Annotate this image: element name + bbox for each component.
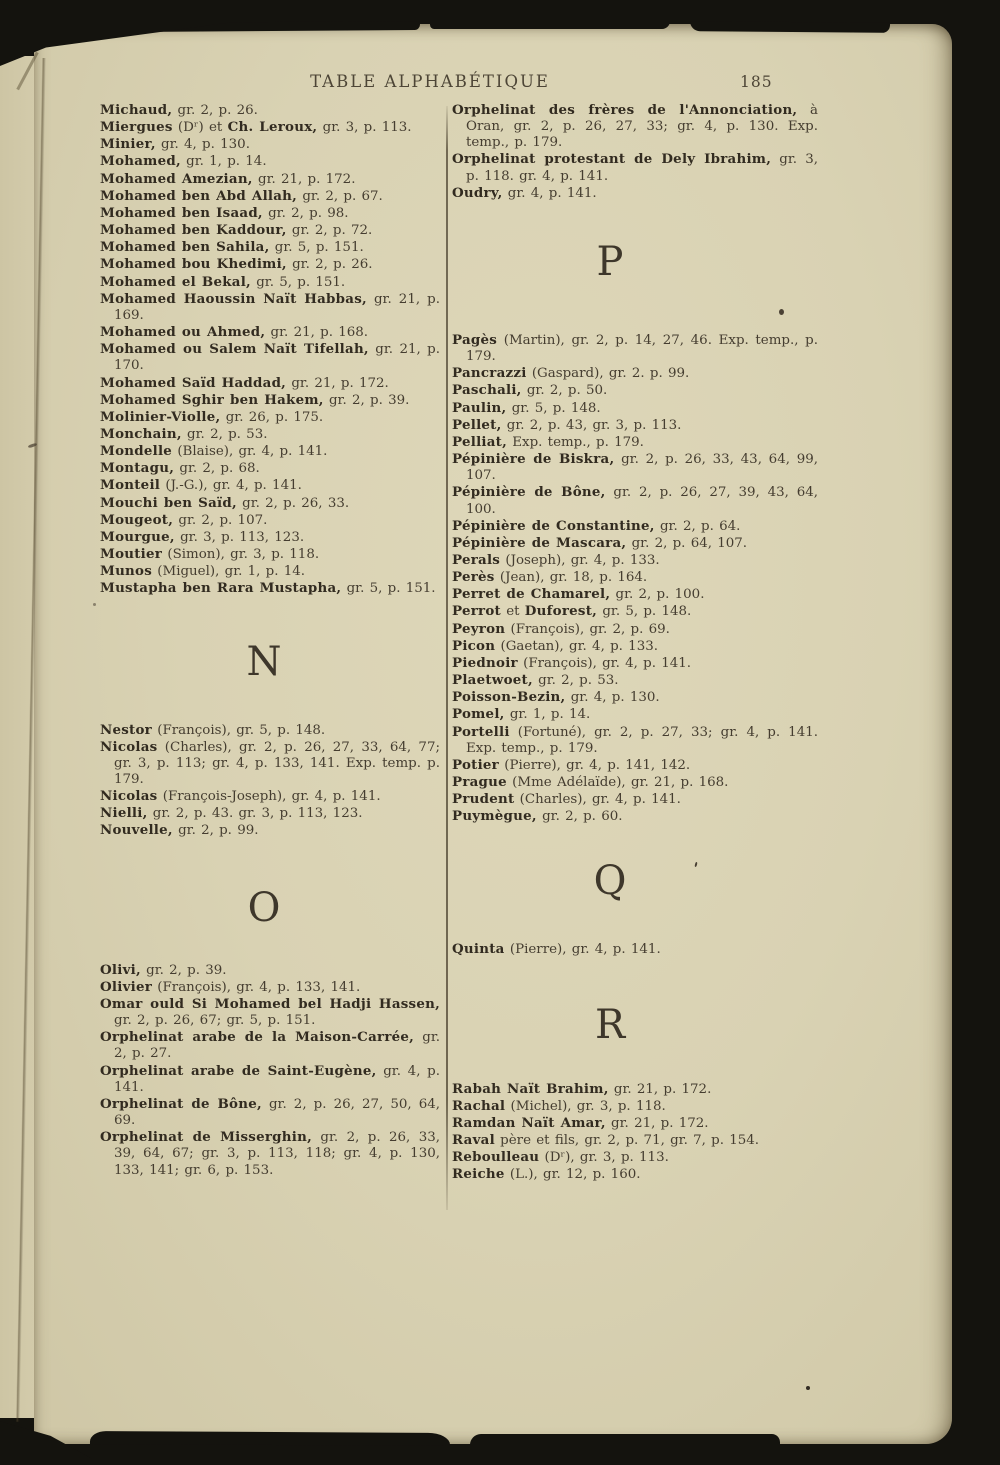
index-entry: [100, 512, 440, 529]
right-column: [452, 102, 818, 1184]
entry-name: Munos: [100, 563, 153, 580]
entry-name: Orphelinat de Misserghin,: [100, 1129, 313, 1146]
entry-reference: gr. 3, p. 113.: [317, 120, 412, 136]
entry-name: Mohamed ben Sahila,: [100, 239, 270, 256]
entry-reference: et: [500, 604, 525, 620]
index-entry: [100, 222, 440, 239]
index-entry: [100, 979, 440, 996]
entry-reference: (Charles), gr. 2, p. 26, 27, 33, 64, 77; gr. 3, p. 113; gr. 4, p. 133, 141. Exp. temp. p. 179.: [114, 739, 440, 787]
index-entry: [100, 563, 440, 580]
index-entry: [100, 443, 440, 460]
entry-name: Rachal: [452, 1097, 506, 1114]
entry-name: Mohamed ben Abd Allah,: [100, 187, 298, 204]
entry-reference: (Dʳ), gr. 3, p. 113.: [539, 1150, 669, 1166]
entry-reference: gr. 2, p. 60.: [536, 809, 623, 825]
index-entry: [100, 274, 440, 291]
entry-name: Plaetwoet,: [452, 672, 533, 689]
entry-name: Miergues: [100, 119, 173, 136]
entry-name: Puymègue,: [452, 808, 537, 825]
entry-reference: gr. 2, p. 26, 33.: [236, 495, 350, 511]
index-entry: [452, 941, 818, 958]
entry-name: Mohamed ou Ahmed,: [100, 324, 266, 341]
entry-reference: gr. 2, p. 98.: [262, 205, 349, 221]
index-entry: [100, 1063, 440, 1096]
entry-reference: (Simon), gr. 3, p. 118.: [162, 547, 320, 563]
index-entry: [452, 586, 818, 603]
entry-reference: gr. 2, p. 27.: [114, 1030, 441, 1062]
entry-name: Mohamed ou Salem Naït Tifellah,: [100, 341, 369, 358]
entry-name: Nielli,: [100, 805, 148, 822]
entry-reference: (François-Joseph), gr. 4, p. 141.: [157, 789, 381, 805]
index-entry: [452, 382, 818, 399]
entry-reference: gr. 3, p. 118. gr. 4, p. 141.: [466, 152, 818, 184]
entry-reference: à Oran, gr. 2, p. 26, 27, 33; gr. 4, p. 130. Exp. temp., p. 179.: [466, 103, 818, 151]
index-entry: [452, 724, 818, 757]
entry-reference: gr. 21, p. 172.: [608, 1081, 712, 1097]
entry-name: Monchain,: [100, 425, 182, 442]
entry-name: Monteil: [100, 477, 161, 494]
entry-name: Reiche: [452, 1166, 505, 1183]
entry-name: Mustapha ben Rara Mustapha,: [100, 580, 342, 597]
section-heading-q: Q: [593, 858, 627, 905]
entry-reference: gr. 21, p. 170.: [114, 342, 440, 374]
entry-reference: gr. 1, p. 14.: [504, 707, 591, 723]
entry-name: Pomel,: [452, 706, 505, 723]
entry-reference: (Gaetan), gr. 4, p. 133.: [495, 638, 658, 654]
entry-reference: (Pierre), gr. 4, p. 141, 142.: [499, 757, 691, 773]
torn-top-edge: [690, 21, 890, 33]
entry-name: Potier: [452, 756, 499, 773]
entry-name: Nouvelle,: [100, 822, 173, 839]
index-entry: [100, 239, 440, 256]
entry-name: Orphelinat arabe de Saint-Eugène,: [100, 1062, 377, 1079]
entry-name: Picon: [452, 637, 496, 654]
entry-reference: gr. 4, p. 130.: [565, 690, 660, 706]
index-entry: [100, 1129, 440, 1178]
entry-name: Perals: [452, 551, 501, 568]
index-entry: [452, 791, 818, 808]
entry-name: Mohamed,: [100, 153, 181, 170]
index-entry: [100, 341, 440, 374]
entry-reference: gr. 2, p. 68.: [174, 461, 260, 477]
index-entry: [452, 484, 818, 517]
page-title: TABLE ALPHABÉTIQUE: [310, 72, 550, 91]
index-entry: [100, 205, 440, 222]
entry-reference: (François), gr. 4, p. 141.: [517, 655, 692, 671]
entry-reference: gr. 5, p. 151.: [250, 274, 346, 290]
index-entry: [100, 962, 440, 979]
entry-reference: (François), gr. 5, p. 148.: [151, 722, 326, 738]
entry-name: Pelliat,: [452, 433, 508, 450]
entry-reference: gr. 5, p. 148.: [597, 604, 692, 620]
entry-name: Prudent: [452, 791, 515, 808]
index-entry: [452, 552, 818, 569]
index-entry: [452, 518, 818, 535]
entry-reference: (Fortuné), gr. 2, p. 27, 33; gr. 4, p. 141. Exp. temp., p. 179.: [466, 724, 818, 756]
index-entry: [452, 603, 818, 620]
index-entry: [452, 1115, 818, 1132]
index-entry: [452, 569, 818, 586]
entry-name: Perès: [452, 569, 495, 586]
entry-name: Perrot: [452, 603, 501, 620]
entry-name: Pépinière de Bône,: [452, 484, 606, 501]
entry-reference: gr. 4, p. 130.: [155, 137, 250, 153]
entry-name: Pagès: [452, 331, 498, 348]
entry-name: Oudry,: [452, 184, 503, 201]
index-entry: [100, 171, 440, 188]
entry-name: Olivi,: [100, 961, 141, 978]
index-entry: [452, 535, 818, 552]
entry-reference: gr. 2, p. 26.: [286, 257, 373, 273]
entry-reference: gr. 2, p. 26, 27, 39, 43, 64, 100.: [466, 485, 818, 517]
entry-name: Paschali,: [452, 382, 522, 399]
index-entry: [100, 119, 440, 136]
entry-name: Portelli: [452, 723, 510, 740]
entry-reference: (Gaspard), gr. 2. p. 99.: [526, 366, 690, 382]
entry-reference: gr. 1, p. 14.: [180, 154, 267, 170]
entry-name: Pépinière de Constantine,: [452, 517, 655, 534]
entry-reference: gr. 26, p. 175.: [220, 409, 324, 425]
entry-name: Molinier-Violle,: [100, 408, 221, 425]
entry-reference: gr. 2, p. 26, 27, 50, 64, 69.: [114, 1096, 441, 1129]
column-divider-rule: [446, 106, 448, 1210]
index-entry: [452, 808, 818, 825]
index-entry: [452, 757, 818, 774]
entry-name: Nestor: [100, 721, 152, 738]
entry-reference: (Martin), gr. 2, p. 14, 27, 46. Exp. temp., p. 179.: [466, 332, 818, 365]
index-entry: [100, 529, 440, 546]
index-entry: [100, 102, 440, 119]
index-entry: [452, 434, 818, 451]
index-entry: [452, 400, 818, 417]
entry-reference: (Jean), gr. 18, p. 164.: [494, 570, 648, 586]
entry-reference: gr. 2, p. 50.: [521, 383, 608, 399]
entry-reference: gr. 21, p. 172.: [286, 375, 389, 391]
index-entry: [100, 996, 440, 1029]
index-entry: [100, 580, 440, 597]
entry-name: Mohamed ben Isaad,: [100, 204, 263, 221]
entry-name: Raval: [452, 1132, 495, 1149]
entry-name: Perret de Chamarel,: [452, 586, 611, 603]
entry-name: Mohamed Haoussin Naït Habbas,: [100, 290, 367, 307]
entry-name: Piednoir: [452, 654, 518, 671]
torn-top-edge: [430, 21, 670, 29]
entry-reference: gr. 2, p. 53.: [181, 426, 268, 442]
entry-name: Pellet,: [452, 416, 502, 433]
index-entry: [452, 689, 818, 706]
entry-name: Mondelle: [100, 443, 173, 460]
index-entry: [100, 722, 440, 739]
entry-name: Ch. Leroux,: [227, 119, 318, 136]
entry-reference: gr. 21, p. 169.: [114, 291, 440, 323]
entry-reference: (Miguel), gr. 1, p. 14.: [152, 564, 306, 580]
entry-reference: (Joseph), gr. 4, p. 133.: [500, 552, 660, 568]
entry-reference: gr. 4, p. 141.: [114, 1063, 440, 1095]
entry-reference: gr. 2, p. 43, gr. 3, p. 113.: [501, 417, 682, 433]
ink-speck: [779, 309, 784, 315]
index-entry: [452, 1166, 818, 1183]
index-entry: [452, 102, 818, 151]
entry-reference: gr. 2, p. 39.: [323, 392, 410, 408]
index-entry: [100, 822, 440, 839]
entry-reference: gr. 5, p. 151.: [269, 240, 364, 256]
entry-name: Poisson-Bezin,: [452, 689, 566, 706]
entry-name: Olivier: [100, 978, 153, 995]
index-entry: [100, 546, 440, 563]
index-entry: [100, 256, 440, 273]
index-entry: [452, 621, 818, 638]
entry-name: Orphelinat des frères de l'Annonciation,: [452, 102, 798, 118]
entry-reference: gr. 21, p. 172.: [252, 171, 356, 187]
entry-name: Paulin,: [452, 399, 507, 416]
index-entry: [100, 477, 440, 494]
entry-reference: gr. 5, p. 148.: [506, 400, 601, 416]
index-entry: [452, 655, 818, 672]
entry-reference: gr. 2, p. 100.: [610, 587, 705, 603]
ink-speck: [93, 603, 96, 606]
entry-reference: (Michel), gr. 3, p. 118.: [505, 1098, 666, 1114]
index-entry: [100, 153, 440, 170]
index-entry: [100, 291, 440, 324]
entry-reference: gr. 2, p. 43. gr. 3, p. 113, 123.: [147, 806, 363, 822]
entry-reference: gr. 2, p. 26, 67; gr. 5, p. 151.: [114, 1013, 316, 1029]
index-entry: [100, 788, 440, 805]
index-entry: [100, 805, 440, 822]
entry-name: Minier,: [100, 136, 156, 153]
index-entry: [452, 774, 818, 791]
entry-reference: (J.-G.), gr. 4, p. 141.: [160, 478, 302, 494]
entry-reference: gr. 2, p. 64.: [654, 518, 741, 534]
index-entry: [100, 392, 440, 409]
entry-reference: gr. 2, p. 53.: [532, 673, 619, 689]
left-column: [100, 102, 440, 1179]
ink-speck: [806, 1386, 810, 1390]
entry-reference: gr. 2, p. 72.: [286, 223, 373, 239]
index-entry: [452, 185, 818, 202]
entry-name: Mohamed bou Khedimi,: [100, 256, 287, 273]
index-entry: [100, 739, 440, 788]
entry-reference: (Charles), gr. 4, p. 141.: [514, 792, 681, 808]
entry-reference: gr. 2, p. 107.: [173, 512, 268, 528]
entry-name: Mohamed Saïd Haddad,: [100, 374, 287, 391]
entry-name: Mohamed el Bekal,: [100, 273, 251, 290]
index-entry: [100, 426, 440, 443]
entry-name: Nicolas: [100, 738, 158, 755]
entry-name: Pancrazzi: [452, 365, 527, 382]
entry-reference: gr. 2, p. 39.: [140, 962, 227, 978]
torn-bottom-edge: [470, 1434, 780, 1445]
entry-reference: gr. 5, p. 151.: [341, 581, 436, 597]
entry-name: Mourgue,: [100, 528, 175, 545]
index-entry: [452, 365, 818, 382]
page-number: 185: [740, 73, 773, 91]
entry-reference: gr. 2, p. 99.: [172, 823, 259, 839]
index-entry: [452, 151, 818, 184]
entry-reference: gr. 21, p. 168.: [265, 325, 369, 341]
entry-reference: Exp. temp., p. 179.: [507, 434, 644, 450]
entry-reference: gr. 4, p. 141.: [502, 185, 597, 201]
index-entry: [452, 1098, 818, 1115]
entry-name: Orphelinat de Bône,: [100, 1095, 262, 1112]
section-heading-p: P: [596, 238, 624, 285]
index-entry: [452, 1132, 818, 1149]
entry-name: Prague: [452, 774, 507, 790]
section-heading-r: R: [594, 1001, 626, 1048]
entry-name: Mohamed Sghir ben Hakem,: [100, 391, 324, 408]
entry-reference: (Blaise), gr. 4, p. 141.: [172, 444, 328, 460]
index-entry: [452, 706, 818, 723]
entry-name: Peyron: [452, 620, 506, 637]
entry-name: Ramdan Naït Amar,: [452, 1114, 606, 1131]
entry-name: Reboulleau: [452, 1149, 540, 1166]
entry-name: Pépinière de Mascara,: [452, 534, 627, 551]
entry-reference: père et fils, gr. 2, p. 71, gr. 7, p. 154.: [494, 1133, 760, 1149]
index-entry: [452, 1081, 818, 1098]
entry-reference: (François), gr. 4, p. 133, 141.: [152, 979, 361, 995]
index-entry: [452, 1149, 818, 1166]
index-entry: [100, 136, 440, 153]
entry-name: Mouchi ben Saïd,: [100, 494, 237, 511]
entry-reference: (Mme Adélaïde), gr. 21, p. 168.: [506, 775, 729, 790]
index-entry: [100, 1096, 440, 1129]
index-entry: [100, 375, 440, 392]
entry-reference: (L.), gr. 12, p. 160.: [504, 1167, 641, 1183]
entry-name: Pépinière de Biskra,: [452, 451, 615, 468]
index-entry: [452, 332, 818, 365]
index-entry: [452, 451, 818, 484]
entry-reference: gr. 3, p. 113, 123.: [174, 529, 305, 545]
entry-reference: gr. 21, p. 172.: [605, 1115, 709, 1131]
entry-name: Orphelinat protestant de Dely Ibrahim,: [452, 151, 772, 168]
entry-name: Mohamed Amezian,: [100, 170, 253, 187]
entry-reference: (François), gr. 2, p. 69.: [505, 621, 670, 637]
entry-reference: gr. 2, p. 26.: [172, 103, 258, 118]
entry-reference: gr. 2, p. 26, 33, 39, 64, 67; gr. 3, p. 113, 118; gr. 4, p. 130, 133, 141; gr. 6, p. 153.: [114, 1130, 440, 1178]
section-heading-o: O: [247, 884, 281, 931]
entry-name: Nicolas: [100, 788, 158, 805]
entry-reference: (Dʳ) et: [172, 120, 228, 136]
entry-name: Michaud,: [100, 102, 173, 118]
index-entry: [100, 1029, 440, 1062]
entry-reference: gr. 2, p. 64, 107.: [626, 535, 748, 551]
entry-name: Orphelinat arabe de la Maison-Carrée,: [100, 1029, 415, 1046]
index-entry: [452, 417, 818, 434]
index-entry: [100, 460, 440, 477]
index-entry: [100, 409, 440, 426]
index-entry: [452, 672, 818, 689]
entry-name: Mougeot,: [100, 511, 174, 528]
index-entry: [100, 495, 440, 512]
entry-name: Rabah Naït Brahim,: [452, 1080, 609, 1097]
entry-reference: gr. 2, p. 67.: [297, 188, 383, 204]
section-heading-n: N: [246, 638, 282, 685]
entry-name: Moutier: [100, 546, 163, 563]
index-entry: [100, 188, 440, 205]
entry-name: Quinta: [452, 941, 505, 958]
torn-bottom-edge: [90, 1431, 450, 1446]
entry-name: Omar ould Si Mohamed bel Hadji Hassen,: [100, 995, 440, 1012]
index-entry: [452, 638, 818, 655]
entry-name: Duforest,: [524, 603, 598, 620]
index-entry: [100, 324, 440, 341]
entry-name: Montagu,: [100, 460, 175, 477]
entry-reference: gr. 2, p. 26, 33, 43, 64, 99, 107.: [466, 452, 818, 484]
entry-name: Mohamed ben Kaddour,: [100, 222, 287, 239]
entry-reference: (Pierre), gr. 4, p. 141.: [504, 942, 661, 958]
